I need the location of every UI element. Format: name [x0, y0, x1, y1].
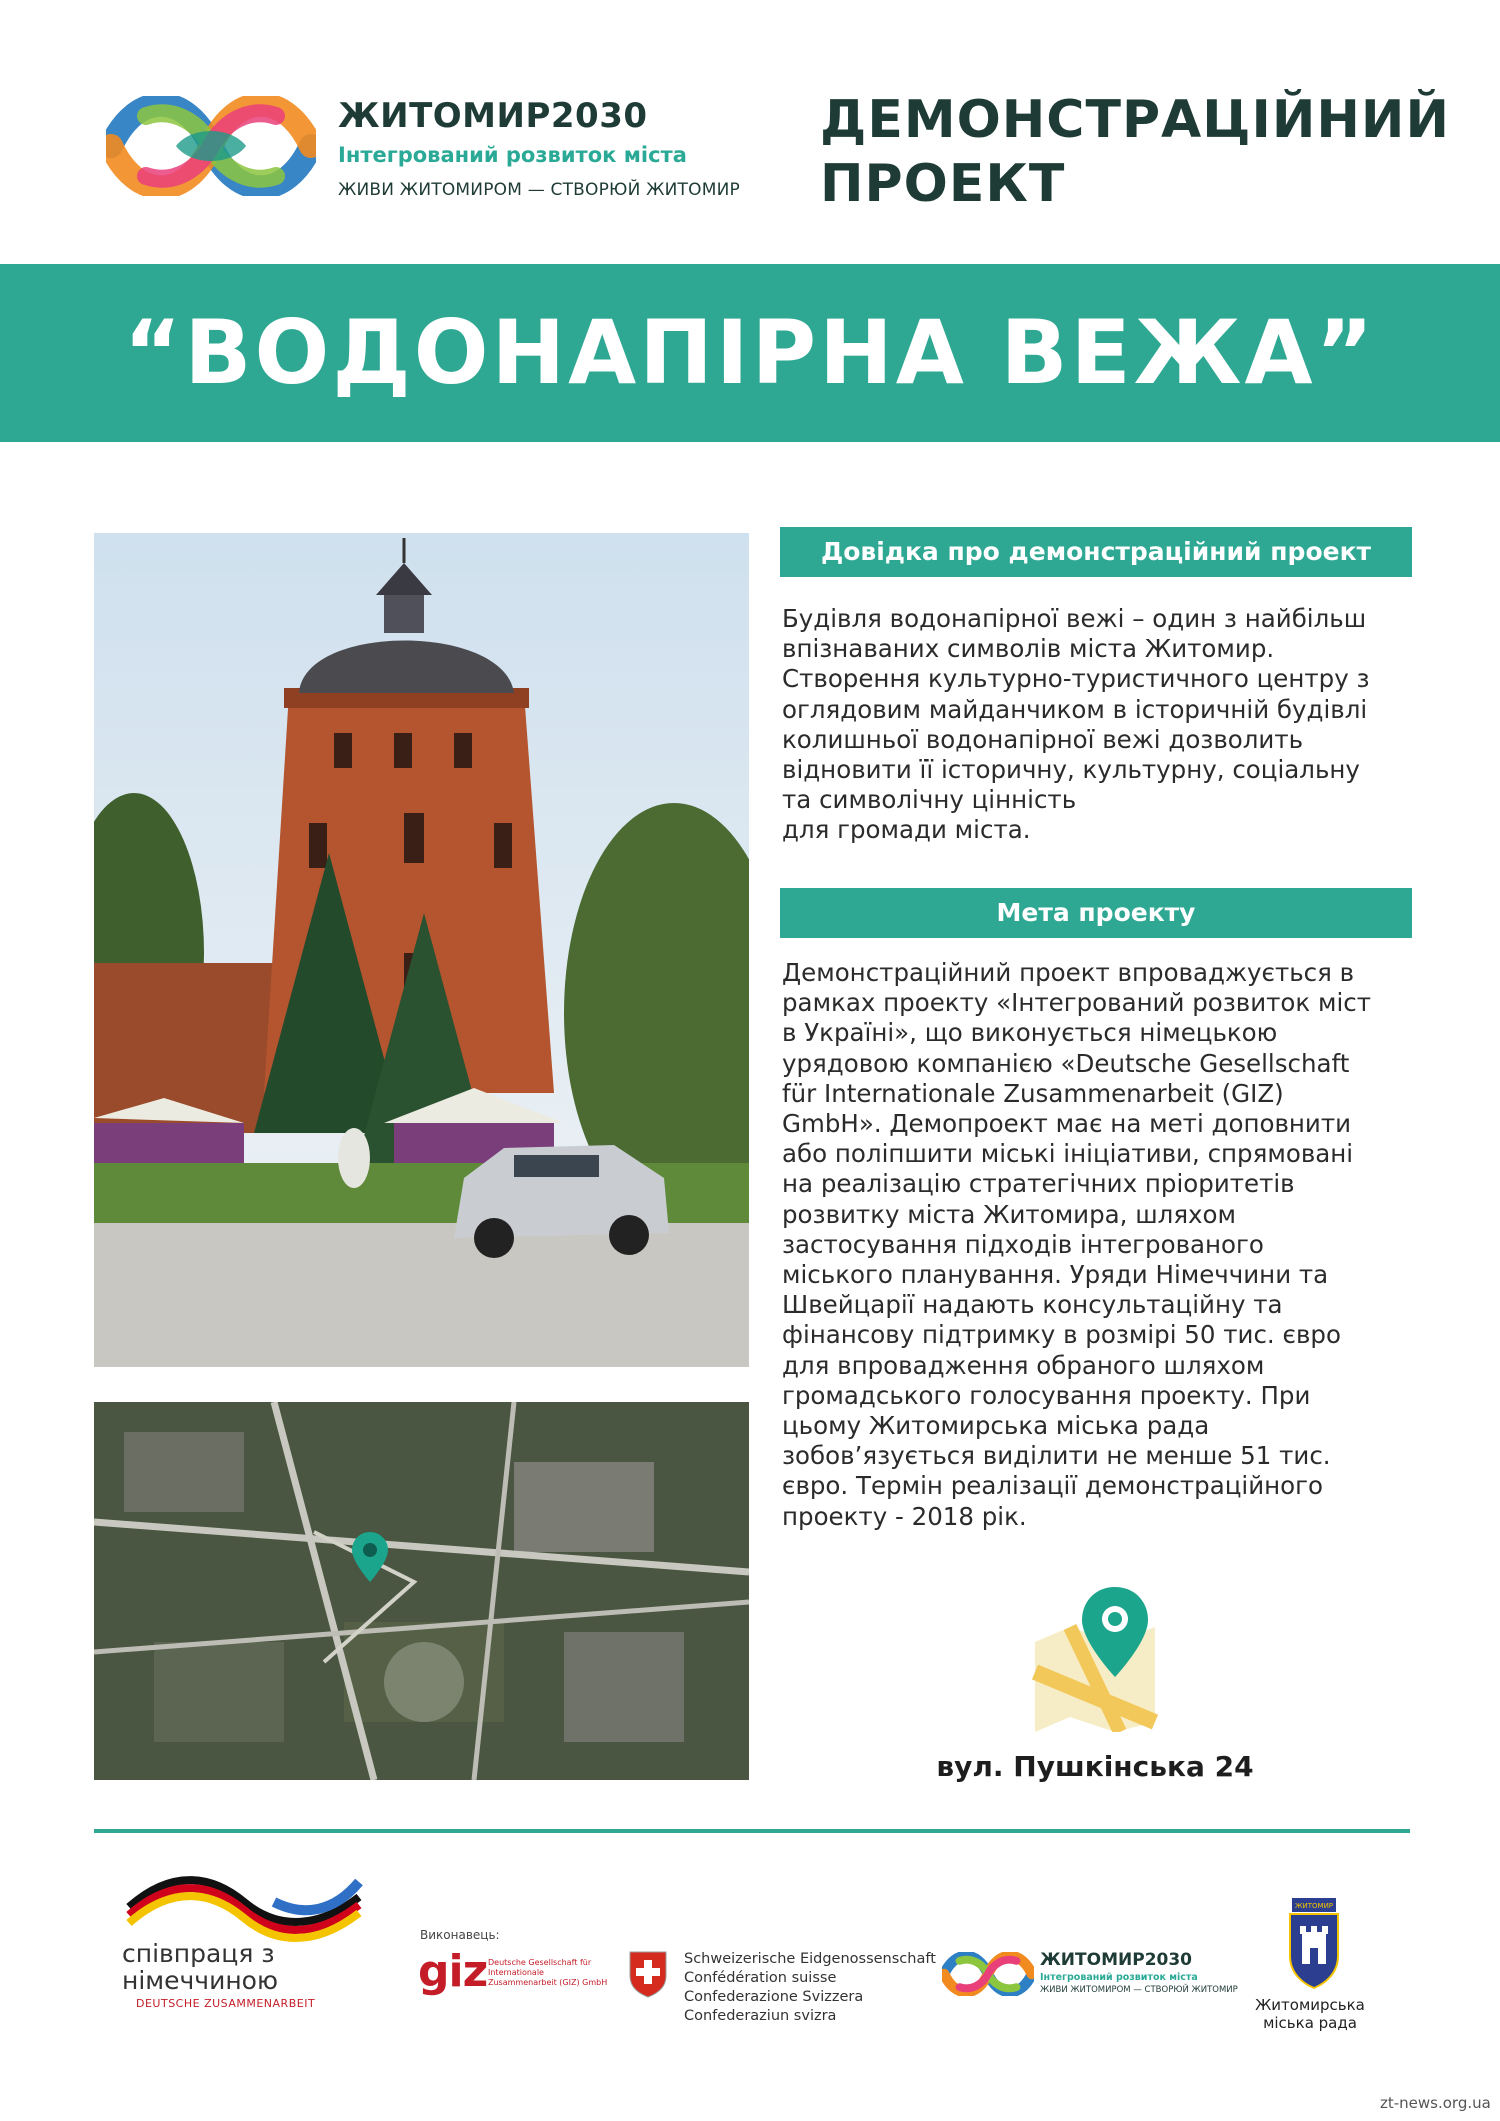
- swiss-line: Confédération suisse: [684, 1970, 837, 1986]
- cooperation-line1: співпраця з: [122, 1939, 275, 1968]
- council-line2: міська рада: [1263, 2014, 1357, 2032]
- deutsche-zusammenarbeit-label: DEUTSCHE ZUSAMMENARBEIT: [136, 1997, 316, 2010]
- goal-line: застосування підходів інтегрованого: [782, 1229, 1264, 1259]
- goal-line: або поліпшити міські ініціативи, спрямовані: [782, 1139, 1354, 1169]
- goal-line: громадського голосування проекту. При: [782, 1380, 1311, 1410]
- demo-title-line1: ДЕМОНСТРАЦІЙНИЙ: [820, 90, 1450, 150]
- swiss-coat-of-arms-icon: [628, 1950, 668, 1998]
- brand-title: ЖИТОМИР2030: [338, 96, 648, 136]
- address-label: вул. Пушкінська 24: [936, 1750, 1254, 1783]
- reference-heading: Довідка про демонстраційний проект: [780, 527, 1412, 577]
- goal-line: für Internationale Zusammenarbeit (GIZ): [782, 1078, 1284, 1108]
- goal-line: міського планування. Уряди Німеччини та: [782, 1260, 1329, 1290]
- reference-line: для громади міста.: [782, 815, 1031, 845]
- demo-title-line2: ПРОЕКТ: [820, 154, 1066, 214]
- reference-text: [782, 604, 1412, 846]
- footer-divider: [94, 1829, 1410, 1833]
- title-banner: [0, 264, 1500, 442]
- crest-text: ЖИТОМИР: [1294, 1902, 1334, 1910]
- goal-line: Швейцарії надають консультаційну та: [782, 1290, 1283, 1320]
- goal-line: розвитку міста Житомира, шляхом: [782, 1199, 1237, 1229]
- map-pin-icon[interactable]: [352, 1532, 388, 1582]
- goal-line: цьому Житомирська міська рада: [782, 1411, 1210, 1441]
- reference-line: оглядовим майданчиком в історичній будівлі: [782, 694, 1368, 724]
- cooperation-text: [122, 1940, 278, 1994]
- reference-line: Будівля водонапірної вежі – один з найбільш: [782, 604, 1367, 633]
- goal-heading: Мета проекту: [780, 888, 1412, 938]
- footer-brand-slogan: ЖИВИ ЖИТОМИРОМ — СТВОРЮЙ ЖИТОМИР: [1040, 1985, 1238, 1995]
- executor-label: Виконавець:: [420, 1928, 500, 1942]
- goal-line: Демонстраційний проект впроваджується в: [782, 958, 1355, 987]
- goal-text: [782, 958, 1412, 1532]
- swiss-confederation-text: [684, 1950, 936, 2026]
- reference-line: відновити її історичну, культурну, соціальну: [782, 755, 1360, 785]
- swiss-line: Schweizerische Eidgenossenschaft: [684, 1951, 936, 1967]
- footer-brand-title: ЖИТОМИР2030: [1040, 1950, 1193, 1970]
- giz-fullname: Deutsche Gesellschaft für Internationale Zusammenarbeit (GIZ) GmbH: [488, 1958, 608, 1987]
- reference-line: Створення культурно-туристичного центру з: [782, 664, 1370, 694]
- goal-line: на реалізацію стратегічних пріоритетів: [782, 1169, 1295, 1199]
- goal-line: зобов’язується виділити не менше 51 тис.: [782, 1441, 1331, 1471]
- goal-line: для впровадження обраного шляхом: [782, 1350, 1265, 1380]
- reference-line: колишньої водонапірної вежі дозволить: [782, 724, 1304, 754]
- water-tower-illustration: [94, 533, 749, 1367]
- brand-slogan: ЖИВИ ЖИТОМИРОМ — СТВОРЮЙ ЖИТОМИР: [338, 180, 740, 200]
- source-watermark: zt-news.org.ua: [1380, 2094, 1491, 2112]
- goal-line: євро. Термін реалізації демонстраційного: [782, 1471, 1323, 1501]
- goal-line: урядовою компанією «Deutsche Gesellschaft: [782, 1048, 1350, 1078]
- cooperation-line2: німеччиною: [122, 1966, 279, 1995]
- city-council-label: [1255, 1996, 1365, 2032]
- swiss-line: Confederazione Svizzera: [684, 1989, 864, 2005]
- zhytomyr-city-crest-icon: [1288, 1896, 1340, 1990]
- giz-logo: giz: [418, 1946, 488, 1997]
- brand-subtitle: Інтегрований розвиток міста: [338, 143, 687, 167]
- map-location-icon: [1030, 1582, 1160, 1732]
- zhytomyr2030-footer-logo-icon: [942, 1952, 1034, 1996]
- goal-line: GmbH». Демопроект має на меті доповнити: [782, 1109, 1352, 1139]
- goal-line: рамках проекту «Інтегрований розвиток міст: [782, 988, 1372, 1018]
- satellite-map[interactable]: [94, 1402, 749, 1780]
- swiss-line: Confederaziun svizra: [684, 2008, 837, 2024]
- reference-line: та символічну цінність: [782, 785, 1077, 815]
- goal-line: в Україні», що виконується німецькою: [782, 1018, 1278, 1048]
- goal-line: проекту - 2018 рік.: [782, 1501, 1027, 1531]
- reference-line: впізнаваних символів міста Житомир.: [782, 634, 1275, 664]
- water-tower-photo: [94, 533, 749, 1367]
- goal-line: фінансову підтримку в розмірі 50 тис. євро: [782, 1320, 1341, 1350]
- german-ukrainian-ribbon-icon: [124, 1872, 364, 1942]
- demo-project-title: [820, 88, 1450, 216]
- zhytomyr2030-logo-icon: [106, 96, 316, 196]
- council-line1: Житомирська: [1255, 1996, 1365, 2014]
- banner-title: “ВОДОНАПІРНА ВЕЖА”: [123, 301, 1377, 404]
- satellite-map-illustration: [94, 1402, 749, 1780]
- footer-brand-subtitle: Інтегрований розвиток міста: [1040, 1972, 1198, 1983]
